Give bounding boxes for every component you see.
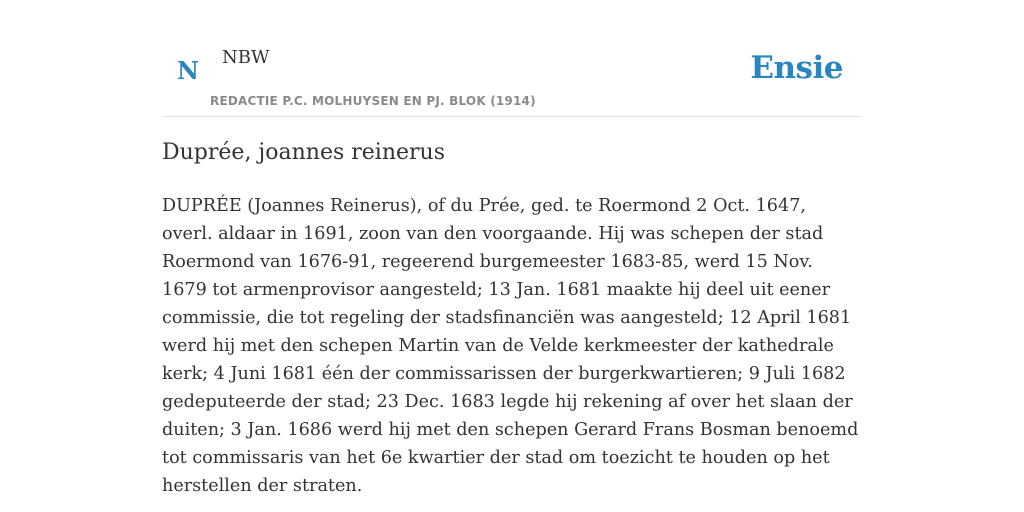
source-credit: REDACTIE P.C. MOLHUYSEN EN PJ. BLOK (1914)	[210, 94, 536, 108]
page-header	[162, 0, 862, 117]
ensie-logo-link[interactable]: Ensie	[750, 50, 843, 86]
source-name-link[interactable]: NBW	[222, 47, 270, 68]
entry-body: DUPRÉE (Joannes Reinerus), of du Prée, ged. te Roermond 2 Oct. 1647, overl. aldaar in 1691, zoon van den voorgaande. Hij was schepen der stad Roermond van 1676-91, regeerend burgemeester 1683-85, werd 15 Nov. 1679 tot armenprovisor aangesteld; 13 Jan. 1681 maakte hij deel uit eener commissie, die tot regeling der stadsfinanciën was aangesteld; 12 April 1681 werd hij met den schepen Martin van de Velde kerkmeester der kathedrale kerk; 4 Juni 1681 één der commissarissen der burgerkwartieren; 9 Juli 1682 gedeputeerde der stad; 23 Dec. 1683 legde hij rekening af over het slaan der duiten; 3 Jan. 1686 werd hij met den schepen Gerard Frans Bosman benoemd tot commissaris van het 6e kwartier der stad om toezicht te houden op het herstellen der straten.	[162, 196, 859, 496]
source-logo[interactable]: N	[177, 56, 199, 85]
entry-title: Duprée, joannes reinerus	[162, 140, 445, 165]
